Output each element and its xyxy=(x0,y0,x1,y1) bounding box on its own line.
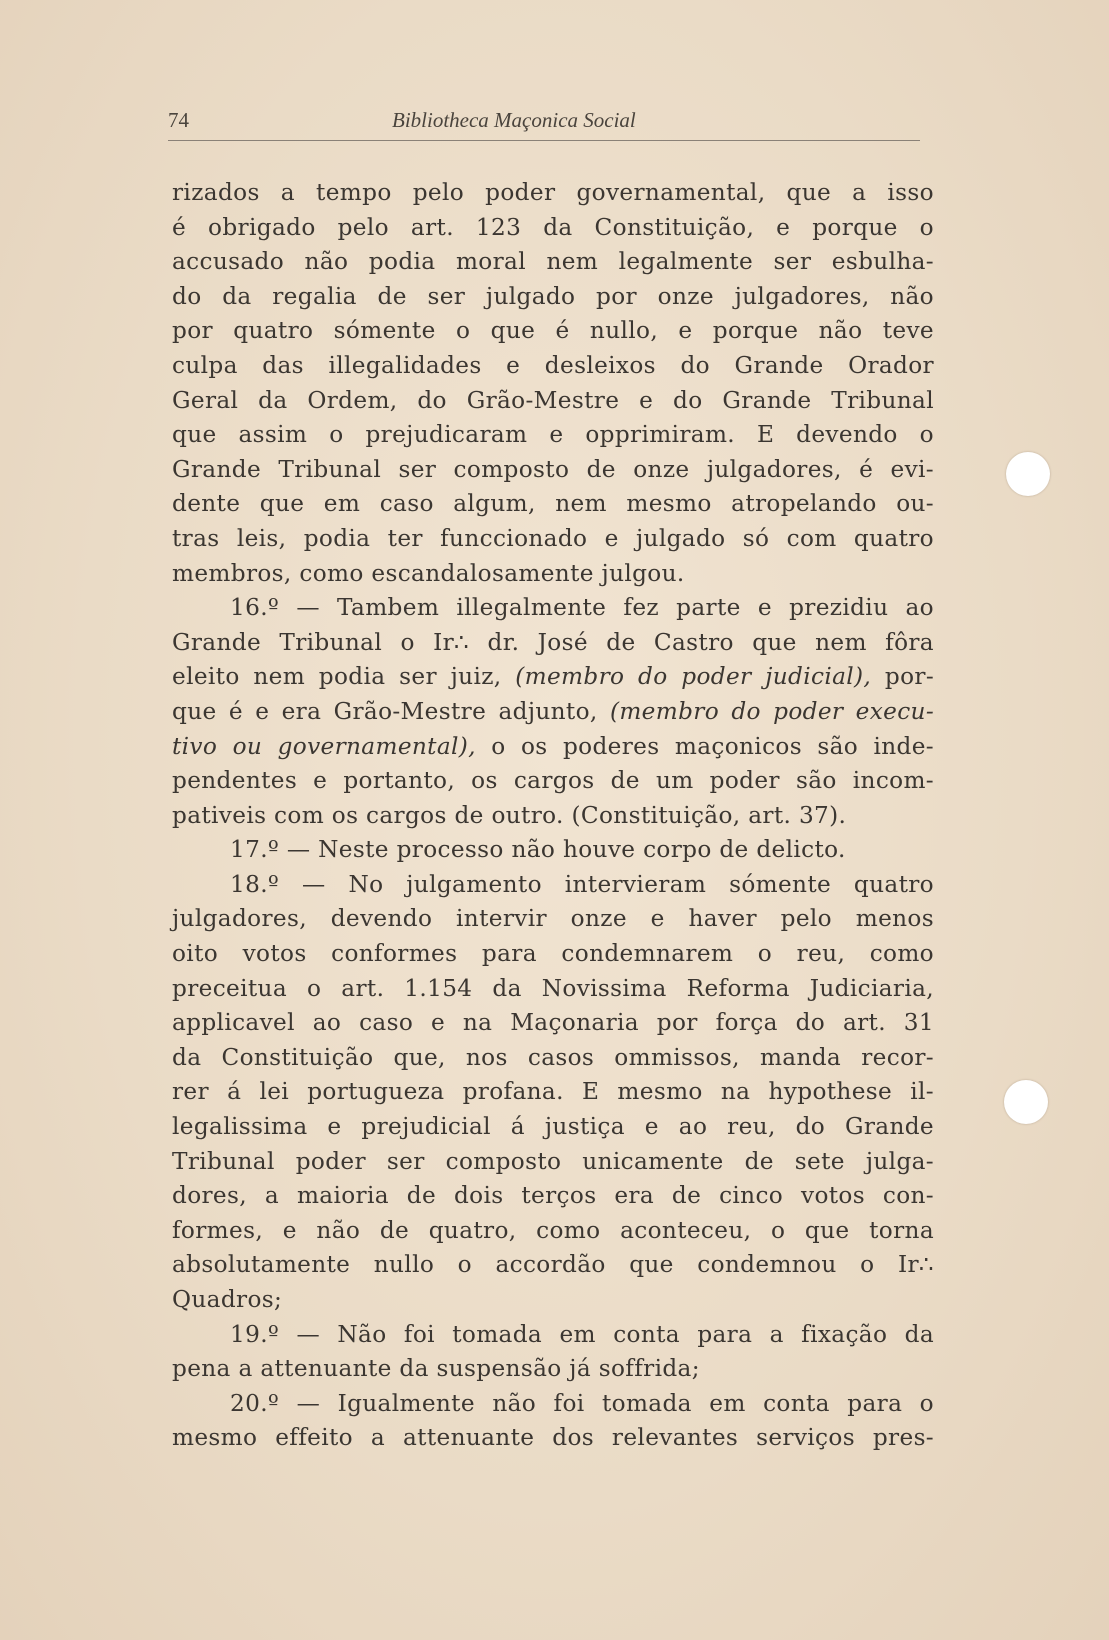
text-line: 20.º — Igualmente não foi tomada em conta para o xyxy=(230,1389,934,1417)
text-line: oito votos conformes para condemnarem o reu, como xyxy=(172,940,934,968)
italic-run: (membro do poder execu- xyxy=(609,697,935,725)
text-line: accusado não podia moral nem legalmente ser esbulha- xyxy=(172,248,934,276)
text-line: 19.º — Não foi tomada em conta para a fixação da xyxy=(230,1320,934,1348)
text-run: eleito nem podia ser juiz, xyxy=(172,663,516,691)
text-line: é obrigado pelo art. 123 da Constituição, e porque o xyxy=(172,213,934,241)
paragraph-continuation xyxy=(172,176,934,591)
text-line xyxy=(172,730,934,765)
text-line xyxy=(172,695,934,730)
binding-hole xyxy=(1004,1080,1048,1124)
text-line: dores, a maioria de dois terços era de cinco votos con- xyxy=(172,1182,934,1210)
page-header xyxy=(168,104,920,138)
paragraph-item-17 xyxy=(172,833,934,868)
paragraph-item-20 xyxy=(172,1387,934,1456)
text-line: rizados a tempo pelo poder governamental, que a isso xyxy=(172,179,934,206)
text-line: Grande Tribunal ser composto de onze julgadores, é evi- xyxy=(172,455,934,483)
text-line: por quatro sómente o que é nullo, e porque não teve xyxy=(172,317,934,345)
text-line: culpa das illegalidades e desleixos do Grande Orador xyxy=(172,351,934,379)
text-line xyxy=(172,660,934,695)
text-line: membros, como escandalosamente julgou. xyxy=(172,559,685,587)
text-line: pativeis com os cargos de outro. (Constituição, art. 37). xyxy=(172,801,847,829)
text-line: 17.º — Neste processo não houve corpo de delicto. xyxy=(230,836,846,864)
text-line: applicavel ao caso e na Maçonaria por força do art. 31 xyxy=(172,1009,934,1037)
text-line: que assim o prejudicaram e opprimiram. E devendo o xyxy=(172,421,934,449)
text-line: mesmo effeito a attenuante dos relevantes serviços pres- xyxy=(172,1424,934,1452)
paragraph-item-19 xyxy=(172,1318,934,1387)
italic-run: tivo ou governamental), xyxy=(172,732,476,760)
text-line: julgadores, devendo intervir onze e haver pelo menos xyxy=(172,905,934,933)
text-line: absolutamente nullo o accordão que condemnou o Ir∴ xyxy=(172,1251,934,1279)
text-line: legalissima e prejudicial á justiça e ao reu, do Grande xyxy=(172,1113,934,1141)
text-run: que é e era Grão-Mestre adjunto, xyxy=(172,697,610,725)
text-line: Tribunal poder ser composto unicamente de sete julga- xyxy=(172,1147,934,1175)
text-line: Geral da Ordem, do Grão-Mestre e do Grande Tribunal xyxy=(172,386,934,414)
text-line: pendentes e portanto, os cargos de um poder são incom- xyxy=(172,767,934,795)
paragraph-item-18 xyxy=(172,868,934,1318)
text-line: do da regalia de ser julgado por onze julgadores, não xyxy=(172,282,934,310)
body-text xyxy=(172,176,934,1456)
page-number: 74 xyxy=(168,108,189,132)
text-line: dente que em caso algum, nem mesmo atropelando ou- xyxy=(172,490,934,518)
italic-run: (membro do poder judicial), xyxy=(515,663,872,691)
text-run: o os poderes maçonicos são inde- xyxy=(475,732,934,760)
running-title: Bibliotheca Maçonica Social xyxy=(392,108,636,132)
text-line: Grande Tribunal o Ir∴ dr. José de Castro que nem fôra xyxy=(172,628,934,656)
text-line: tras leis, podia ter funccionado e julgado só com quatro xyxy=(172,524,934,552)
text-run: por- xyxy=(871,663,935,691)
text-line: preceitua o art. 1.154 da Novissima Reforma Judiciaria, xyxy=(172,974,934,1002)
binding-hole xyxy=(1006,452,1050,496)
text-line: da Constituição que, nos casos ommissos, manda recor- xyxy=(172,1043,934,1071)
text-line: pena a attenuante da suspensão já soffrida; xyxy=(172,1355,700,1383)
text-line: formes, e não de quatro, como aconteceu, o que torna xyxy=(172,1216,934,1244)
text-line: 18.º — No julgamento intervieram sómente quatro xyxy=(230,870,934,898)
text-line: 16.º — Tambem illegalmente fez parte e prezidiu ao xyxy=(230,594,934,622)
header-rule xyxy=(168,140,920,141)
text-line: Quadros; xyxy=(172,1286,283,1313)
paragraph-item-16 xyxy=(172,591,934,833)
text-line: rer á lei portugueza profana. E mesmo na hypothese il- xyxy=(172,1078,934,1106)
